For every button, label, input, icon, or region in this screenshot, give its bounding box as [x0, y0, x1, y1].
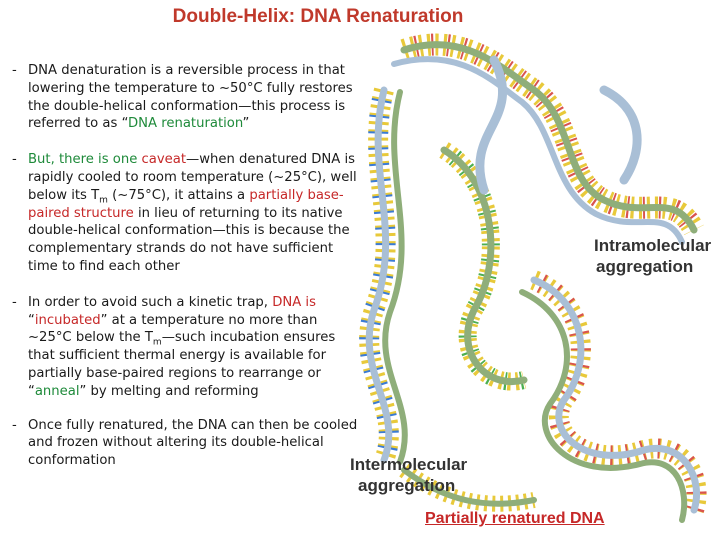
bullet-dash: - [12, 152, 17, 168]
bullet-text: Once fully renatured, the DNA can then be cooled and frozen without altering its double-helical conformation [28, 417, 358, 469]
term-dna-renaturation: DNA renaturation [128, 116, 243, 132]
intermolecular-label-line1: Intermolecular [350, 455, 468, 474]
intermolecular-label-line2: aggregation [358, 476, 456, 495]
backbone-ribbons [369, 45, 696, 520]
bullet-frozen [10, 417, 362, 470]
bullet-text: DNA denaturation is a reversible process in that lowering the temperature to ~50°C fully restores the double-helical conformation—this process is referred to as “ [28, 63, 353, 132]
bullet-dash: - [12, 417, 17, 433]
bullet-text: But, there is one [28, 152, 142, 168]
bullet-caveat [10, 151, 362, 276]
bullet-renaturation [10, 62, 362, 133]
slide-title: Double-Helix: DNA Renaturation [172, 6, 464, 27]
subscript-m: m [99, 195, 108, 206]
figure-caption: Partially renatured DNA [425, 510, 605, 527]
intramolecular-label-line2: aggregation [596, 257, 694, 276]
bullet-text: ” by melting and reforming [79, 383, 259, 399]
bullet-dash: - [12, 294, 17, 310]
bullet-incubation [10, 294, 362, 401]
term-dna-is: DNA is [272, 294, 316, 310]
intermolecular-label [350, 454, 467, 496]
intramolecular-pointer [550, 244, 592, 252]
bullet-text: “ [28, 312, 35, 328]
bullet-text: —when denatured DNA is rapidly cooled to room temperature (~25°C), well below its T [28, 152, 357, 203]
bullet-dash: - [12, 63, 17, 78]
bullet-text: In order to avoid such a kinetic trap, [28, 294, 273, 310]
term-partially-base-paired: partially base-paired structure [28, 187, 344, 221]
subscript-m: m [152, 338, 162, 348]
term-caveat: caveat [141, 152, 187, 168]
term-anneal: anneal [34, 383, 80, 399]
intramolecular-label [594, 235, 711, 277]
term-incubated: incubated [34, 312, 101, 328]
bullet-text: ” at a temperature no more than ~25°C below the T [28, 312, 318, 346]
bullet-list [10, 62, 362, 470]
intramolecular-label-line1: Intramolecular [594, 236, 712, 255]
bullet-text: —such incubation ensures that sufficient thermal energy is available for partially base-paired regions to rearrange or “ [28, 330, 336, 399]
bullet-text: (~75°C), it attains a [107, 187, 250, 203]
bullet-text: ” [242, 116, 250, 132]
bullet-text: in lieu of returning to its native double-helical conformation—this is because the complementary strands do not have sufficient time to find each other [28, 205, 350, 274]
